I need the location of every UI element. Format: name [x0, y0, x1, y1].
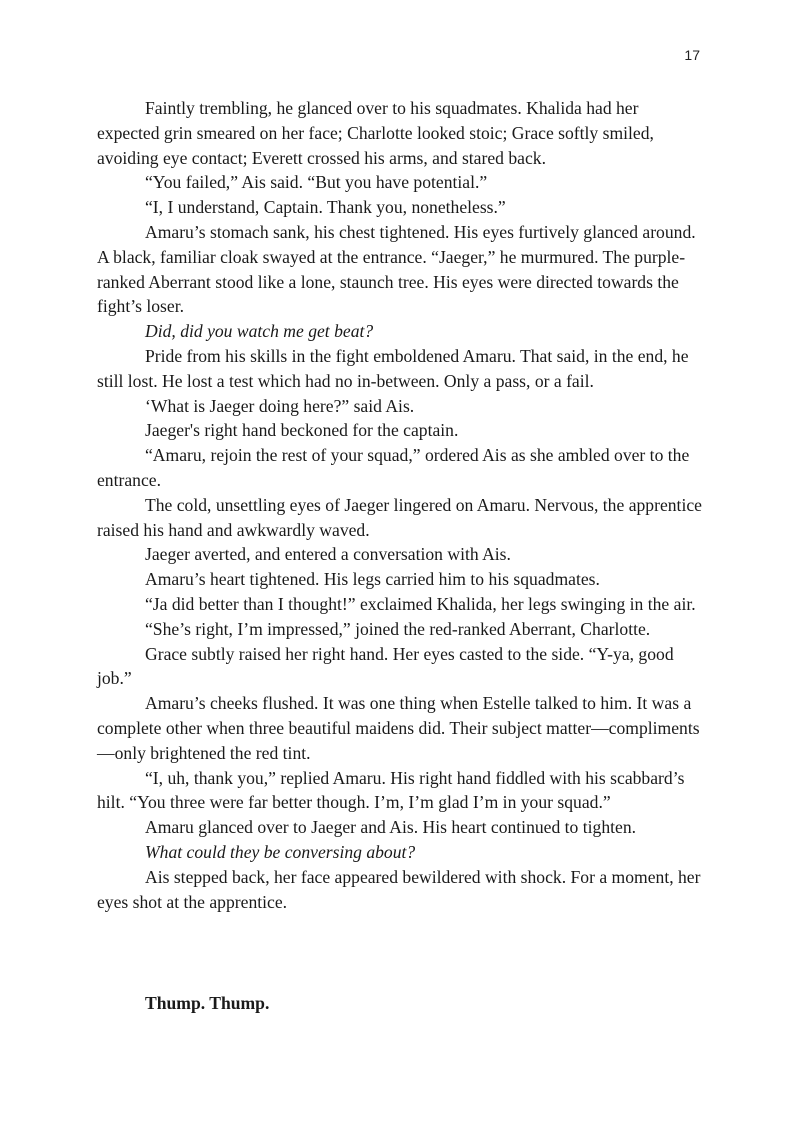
paragraph: Faintly trembling, he glanced over to his squadmates. Khalida had her expected grin smeared on her face; Charlotte looked stoic; Grace softly smiled, avoiding eye contact; Everett crossed his arms, and stared back. — [97, 98, 654, 168]
paragraph: Pride from his skills in the fight emboldened Amaru. That said, in the end, he still lost. He lost a test which had no in-between. Only a pass, or a fail. — [97, 345, 689, 391]
paragraph: “I, I understand, Captain. Thank you, nonetheless.” — [145, 197, 506, 218]
paragraph: “Amaru, rejoin the rest of your squad,” ordered Ais as she ambled over to the entrance. — [97, 445, 690, 490]
paragraph: “She’s right, I’m impressed,” joined the red-ranked Aberrant, Charlotte. — [145, 618, 651, 639]
body-text — [97, 96, 703, 914]
paragraph: Amaru’s cheeks flushed. It was one thing when Estelle talked to him. It was a complete other when three beautiful maidens did. Their subject matter—compliments—only brightened the red tint. — [97, 693, 700, 763]
paragraph: Amaru’s stomach sank, his chest tightened. His eyes furtively glanced around. A black, familiar cloak swayed at the entrance. “Jaeger,” he murmured. The purple-ranked Aberrant stood like a lone, staunch tree. His eyes were directed towards the fight’s loser. — [97, 221, 696, 317]
paragraph: Amaru’s heart tightened. His legs carried him to his squadmates. — [145, 569, 600, 590]
page-number: 17 — [684, 47, 700, 63]
italic-thought-paragraph: Did, did you watch me get beat? — [145, 321, 374, 342]
paragraph: ‘What is Jaeger doing here?” said Ais. — [145, 395, 415, 416]
paragraph: “I, uh, thank you,” replied Amaru. His right hand fiddled with his scabbard’s hilt. “You three were far better though. I’m, I’m glad I’m in your squad.” — [97, 767, 685, 813]
closing-line: Thump. Thump. — [145, 993, 270, 1013]
paragraph: Grace subtly raised her right hand. Her eyes casted to the side. “Y-ya, good job.” — [97, 643, 674, 689]
paragraph: Amaru glanced over to Jaeger and Ais. His heart continued to tighten. — [145, 817, 637, 838]
paragraph: “Ja did better than I thought!” exclaimed Khalida, her legs swinging in the air. — [145, 593, 696, 614]
paragraph: The cold, unsettling eyes of Jaeger lingered on Amaru. Nervous, the apprentice raised his hand and awkwardly waved. — [97, 494, 702, 540]
paragraph: Ais stepped back, her face appeared bewildered with shock. For a moment, her eyes shot at the apprentice. — [97, 866, 701, 912]
italic-thought-paragraph: What could they be conversing about? — [145, 841, 416, 862]
paragraph: “You failed,” Ais said. “But you have potential.” — [145, 172, 488, 193]
paragraph: Jaeger's right hand beckoned for the captain. — [145, 420, 459, 441]
paragraph: Jaeger averted, and entered a conversation with Ais. — [145, 544, 511, 565]
